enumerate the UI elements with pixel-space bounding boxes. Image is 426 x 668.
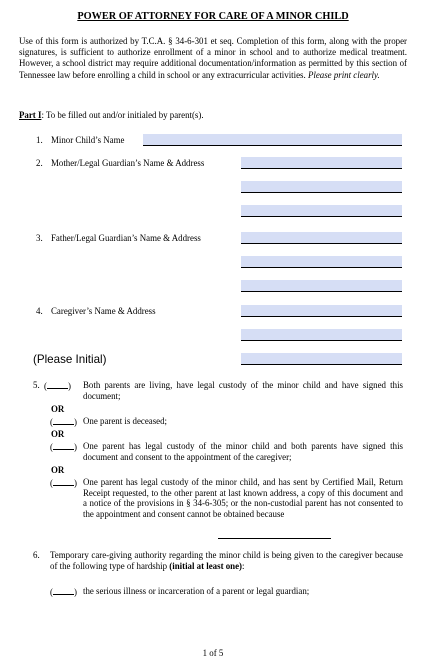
- part1-text: : To be filled out and/or initialed by parent(s).: [41, 110, 204, 120]
- mother-name-address-field-2[interactable]: [241, 181, 402, 193]
- section-6-end: :: [242, 560, 245, 571]
- section-5-option-2-initial[interactable]: ( ): [50, 417, 77, 427]
- document-title: POWER OF ATTORNEY FOR CARE OF A MINOR CHILD: [77, 11, 349, 22]
- or-label-2: OR: [51, 429, 65, 439]
- reason-line[interactable]: [218, 538, 331, 539]
- or-label-1: OR: [51, 404, 65, 414]
- please-initial-heading: (Please Initial): [33, 353, 107, 366]
- section-5-option-1-initial[interactable]: ( ): [44, 381, 71, 391]
- section-6-option-1-text: the serious illness or incarceration of a parent or legal guardian;: [83, 586, 310, 596]
- father-name-address-field-2[interactable]: [241, 256, 402, 268]
- father-name-address-field-3[interactable]: [241, 280, 402, 292]
- caregiver-name-address-field-3[interactable]: [241, 353, 402, 365]
- mother-name-address-field-1[interactable]: [241, 157, 402, 169]
- page-number: 1 of 5: [202, 648, 224, 658]
- section-6-text: Temporary care-giving authority regarding the minor child is being given to the caregiver because of the following type of hardship: [50, 550, 403, 571]
- section-5-option-3-initial[interactable]: ( ): [50, 442, 77, 452]
- caregiver-name-address-field-2[interactable]: [241, 329, 402, 341]
- minor-child-name-field[interactable]: [143, 134, 402, 146]
- section-6-paragraph: [50, 550, 403, 571]
- intro-text: Use of this form is authorized by T.C.A. § 34-6-301 et seq. Completion of this form, along with the proper signatures, is sufficient to authorize enrollment of a minor in school and to authorize medical treatment. However, a school district may require additional documentation/information as permitted by this section of Tennessee law before enrolling a child in school or any extracurricular activities.: [19, 36, 407, 80]
- field-1-label: Minor Child’s Name: [51, 135, 125, 145]
- field-2-number: 2.: [36, 158, 43, 168]
- intro-paragraph: [19, 36, 407, 81]
- field-3-label: Father/Legal Guardian’s Name & Address: [51, 233, 201, 243]
- section-6-number: 6.: [33, 550, 40, 560]
- field-4-label: Caregiver’s Name & Address: [51, 306, 156, 316]
- intro-emphasis: Please print clearly.: [307, 69, 380, 80]
- part1-label: Part I: [19, 110, 42, 120]
- mother-name-address-field-3[interactable]: [241, 205, 402, 217]
- part1-heading: [19, 110, 204, 120]
- section-5-number: 5.: [33, 380, 40, 390]
- field-4-number: 4.: [36, 306, 43, 316]
- section-5-option-4-initial[interactable]: ( ): [50, 478, 77, 488]
- section-6-bold: (initial at least one): [169, 560, 243, 571]
- section-5-option-4-text: One parent has legal custody of the minor child, and has sent by Certified Mail, Return Receipt requested, to the other parent at last known address, a copy of this document and a notice of the provisions in § 34-6-305; or the non-custodial parent has not consented to the appointment and consent cannot be obtained because: [83, 477, 403, 520]
- section-5-option-1-text: Both parents are living, have legal custody of the minor child and have signed this document;: [83, 380, 403, 401]
- section-5-option-2-text: One parent is deceased;: [83, 416, 168, 426]
- field-2-label: Mother/Legal Guardian’s Name & Address: [51, 158, 205, 168]
- father-name-address-field-1[interactable]: [241, 232, 402, 244]
- or-label-3: OR: [51, 465, 65, 475]
- field-1-number: 1.: [36, 135, 43, 145]
- section-6-option-1-initial[interactable]: ( ): [50, 587, 77, 597]
- section-5-option-3-text: One parent has legal custody of the minor child and both parents have signed this document and consent to the appointment of the caregiver;: [83, 441, 403, 462]
- caregiver-name-address-field-1[interactable]: [241, 305, 402, 317]
- field-3-number: 3.: [36, 233, 43, 243]
